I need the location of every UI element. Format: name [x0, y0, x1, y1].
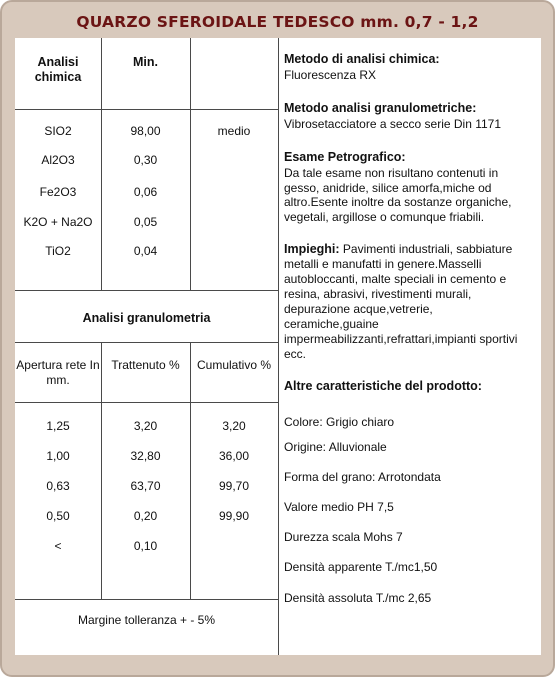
other-color: Colore: Grigio chiaro [284, 415, 395, 429]
gran-method-text: Vibrosetacciatore a secco serie Din 1171 [284, 117, 502, 131]
granulo-cell: 3,20 [133, 419, 158, 433]
chem-row-name: Fe2O3 [39, 185, 77, 199]
granulo-cell: 0,10 [133, 539, 158, 553]
other-apparent-density: Densità apparente T./mc1,50 [284, 560, 438, 574]
petro-line: Da tale esame non risultano contenuti in [284, 166, 499, 180]
uses-line: Pavimenti industriali, sabbiature [339, 242, 513, 256]
uses-heading: Impieghi: [284, 242, 340, 256]
chem-row-value: 98,00 [130, 124, 161, 138]
divider-gran-2 [190, 342, 191, 599]
chem-row-value: 0,30 [133, 153, 158, 167]
uses-line: autobloccanti, malte speciali in cemento e [284, 272, 507, 286]
petro-heading: Esame Petrografico: [284, 150, 406, 164]
petro-line: gesso, anidride, silice amorfa,miche od [284, 180, 492, 195]
granulo-title: Analisi granulometria [82, 311, 211, 325]
divider-gran-1 [101, 342, 102, 599]
granulo-cell: 1,25 [46, 419, 70, 433]
content-panel [15, 38, 541, 655]
other-origin: Origine: Alluvionale [284, 440, 387, 454]
other-hardness: Durezza scala Mohs 7 [284, 530, 403, 544]
chem-row-note: medio [217, 124, 251, 138]
chem-row-name: TiO2 [45, 244, 71, 258]
divider-chem-end [15, 290, 278, 291]
chem-row-name: K2O + Na2O [23, 215, 93, 229]
divider-chem-header [15, 109, 278, 110]
uses-line: resina, abrasivi, rivestimenti murali, [284, 287, 472, 301]
chem-method-text: Fluorescenza RX [284, 68, 377, 82]
petro-line: vegetali, argillose o comunque friabili. [284, 209, 485, 224]
divider-main [278, 38, 279, 655]
granulo-cell: 0,20 [133, 509, 158, 523]
uses-line: metalli e manufatti in genere.Masselli [284, 257, 482, 271]
granulo-cell: 0,50 [46, 509, 70, 523]
granulo-header-retained: Trattenuto % [111, 358, 180, 372]
page-title: QUARZO SFEROIDALE TEDESCO mm. 0,7 - 1,2 [76, 13, 479, 31]
divider-gran-header [15, 402, 278, 403]
uses-line: ceramiche,guaine [284, 317, 379, 331]
other-grain-shape: Forma del grano: Arrotondata [284, 470, 441, 484]
granulo-cell: 1,00 [46, 449, 70, 463]
chem-row-value: 0,04 [133, 244, 158, 258]
other-ph: Valore medio PH 7,5 [284, 500, 394, 514]
divider-gran-end [15, 599, 278, 600]
granulo-cell: 32,80 [130, 449, 161, 463]
uses-line: ecc. [284, 347, 307, 361]
other-heading: Altre caratteristiche del prodotto: [284, 379, 482, 393]
granulo-cell: 99,90 [218, 509, 250, 523]
granulo-cell: 36,00 [218, 449, 250, 463]
chem-method-heading: Metodo di analisi chimica: [284, 52, 440, 66]
uses-line: impermeabilizzanti,refrattari,impianti sportivi [284, 332, 518, 346]
granulo-cell: 0,63 [46, 479, 70, 493]
chem-header-min: Min. [133, 55, 158, 69]
granulo-cell: 63,70 [130, 479, 161, 493]
petro-line: altro.Esente inoltre da sostanze organiche, [284, 195, 512, 209]
gran-method-heading: Metodo analisi granulometriche: [284, 101, 477, 115]
chem-header-analysis: Analisi chimica [34, 55, 82, 84]
chem-row-value: 0,06 [133, 185, 158, 199]
chem-row-value: 0,05 [133, 215, 158, 229]
chem-row-name: Al2O3 [41, 153, 75, 167]
granulo-cell: 3,20 [222, 419, 246, 433]
granulo-cell: < [54, 539, 62, 553]
tolerance-note: Margine tolleranza + - 5% [77, 613, 216, 627]
chem-row-name: SIO2 [44, 124, 72, 138]
granulo-cell: 99,70 [218, 479, 250, 493]
granulo-header-aperture: Apertura rete In mm. [16, 358, 100, 387]
divider-gran-title [15, 342, 278, 343]
uses-first-line [284, 242, 540, 257]
other-absolute-density: Densità assoluta T./mc 2,65 [284, 591, 432, 605]
uses-line: depurazione acque,vetrerie, [284, 302, 433, 316]
granulo-header-cumulative: Cumulativo % [196, 358, 272, 372]
divider-chem-2 [190, 38, 191, 290]
